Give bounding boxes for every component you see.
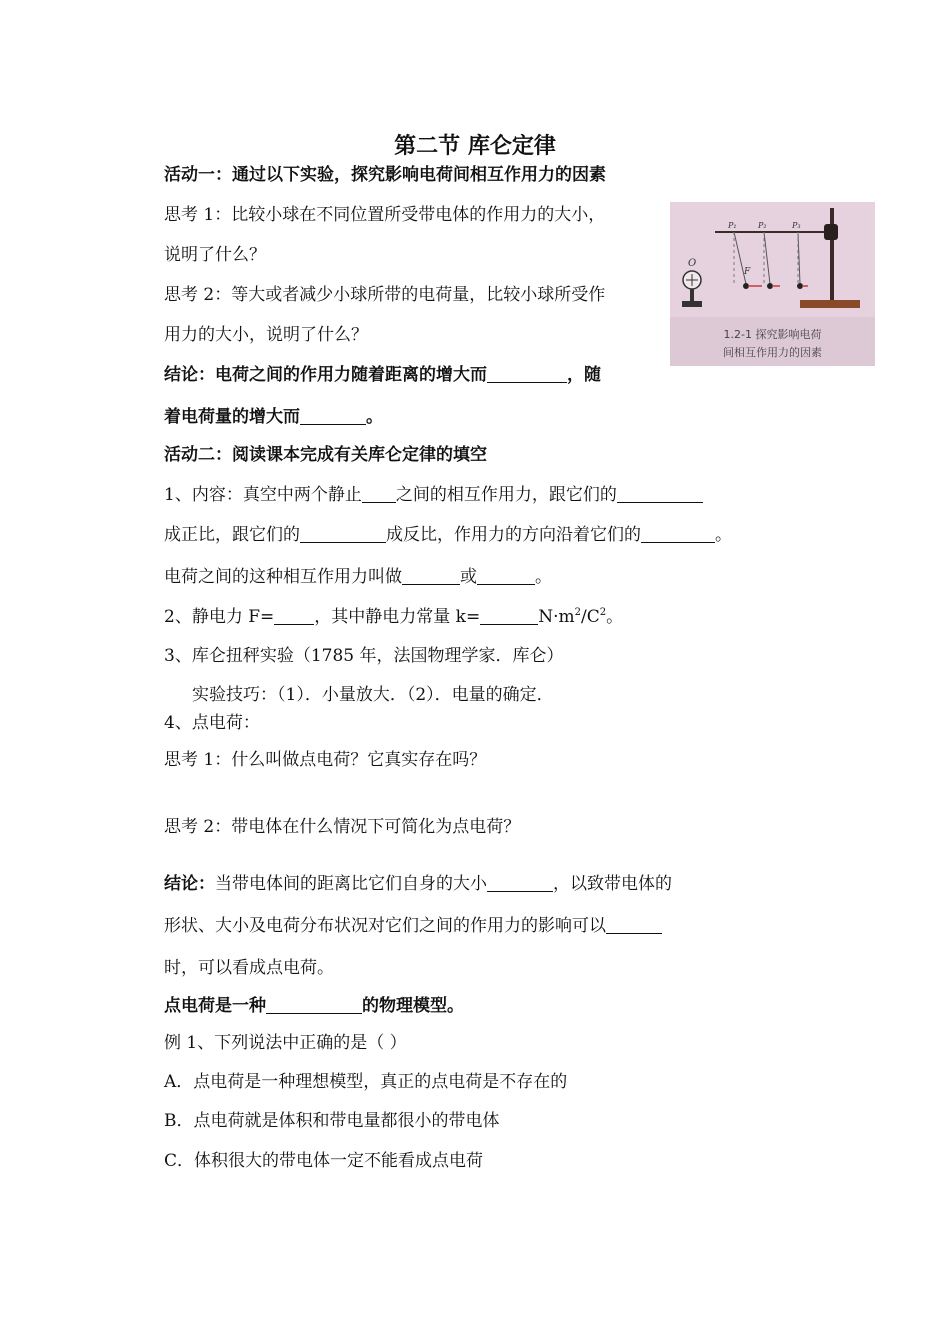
think1-line1: 思考 1：比较小球在不同位置所受带电体的作用力的大小， (164, 205, 606, 225)
page-title: 第二节 库仑定律 (394, 133, 556, 159)
point-charge-think2: 思考 2：带电体在什么情况下可简化为点电荷？ (164, 817, 521, 837)
stand-base (800, 300, 860, 308)
conclusion2-line3: 时，可以看成点电荷。 (164, 958, 334, 978)
coulomb-formula-line: 2、静电力 F= ，其中静电力常量 $k= N\cdot m^2/C^2$。 (164, 607, 624, 627)
answer-blank[interactable] (487, 365, 567, 383)
answer-blank[interactable] (266, 996, 362, 1014)
answer-blank[interactable] (477, 567, 535, 585)
svg-text:P₁: P₁ (728, 221, 737, 230)
model-line: 点电荷是一种 的物理模型。 (164, 996, 464, 1016)
experiment-tip-line: 实验技巧：（1）．小量放大．（2）．电量的确定． (192, 685, 554, 705)
activity1-heading: 活动一：通过以下实验，探究影响电荷间相互作用力的因素 (164, 165, 606, 185)
think2-line2: 用力的大小，说明了什么？ (164, 325, 368, 345)
answer-blank[interactable] (641, 525, 715, 543)
conclusion1-text: 结论：电荷之间的作用力随着距离的增大而 (164, 365, 487, 385)
torsion-balance-line: 3、库仑扭秤实验（1785 年，法国物理学家．库仑） (164, 646, 564, 666)
answer-blank[interactable] (617, 485, 703, 503)
answer-blank[interactable] (300, 407, 366, 425)
conclusion2-line2: 形状、大小及电荷分布状况对它们之间的作用力的影响可以 (164, 915, 662, 937)
answer-blank[interactable] (487, 874, 553, 892)
label-o: O (688, 258, 697, 269)
point-charge-heading: 4、点电荷： (164, 713, 260, 733)
answer-blank[interactable] (300, 525, 386, 543)
think1-line2: 说明了什么？ (164, 245, 266, 265)
content-line3: 电荷之间的这种相互作用力叫做 或 。 (164, 567, 552, 587)
figure-caption-2: 间相互作用力的因素 (723, 346, 822, 359)
conclusion1-line2: 着电荷量的增大而 。 (164, 407, 383, 427)
answer-blank[interactable] (606, 916, 662, 934)
answer-blank[interactable] (362, 485, 396, 503)
svg-text:P₃: P₃ (792, 221, 801, 230)
point-charge-think1: 思考 1：什么叫做点电荷？它真实存在吗？ (164, 750, 487, 770)
figure-caption-1: 1.2-1 探究影响电荷 (723, 328, 822, 341)
answer-blank[interactable] (480, 607, 538, 625)
content-line2: 成正比，跟它们的 成反比，作用力的方向沿着它们的 。 (164, 525, 732, 545)
example1-option-b[interactable]: B．点电荷就是体积和带电量都很小的带电体 (164, 1111, 500, 1131)
svg-text:P₂: P₂ (758, 221, 767, 230)
conclusion1-line1: 结论：电荷之间的作用力随着距离的增大而 ，随 (164, 365, 601, 385)
content-line1: 1、内容：真空中两个静止 之间的相互作用力，跟它们的 (164, 484, 703, 506)
conclusion2-line1: 结论：当带电体间的距离比它们自身的大小 ，以致带电体的 (164, 874, 672, 894)
clamp (824, 224, 838, 240)
example1-option-a[interactable]: A．点电荷是一种理想模型，真正的点电荷是不存在的 (164, 1072, 568, 1092)
example1-stem: 例 1、下列说法中正确的是（ ） (164, 1033, 407, 1053)
answer-blank[interactable] (402, 567, 460, 585)
think2-line1: 思考 2：等大或者减少小球所带的电荷量，比较小球所受作 (164, 285, 606, 305)
svg-text:F: F (744, 267, 751, 277)
example1-option-c[interactable]: C．体积很大的带电体一定不能看成点电荷 (164, 1151, 484, 1171)
activity2-heading: 活动二：阅读课本完成有关库仑定律的填空 (164, 445, 487, 465)
experiment-figure (670, 202, 875, 366)
answer-blank[interactable] (274, 607, 314, 625)
